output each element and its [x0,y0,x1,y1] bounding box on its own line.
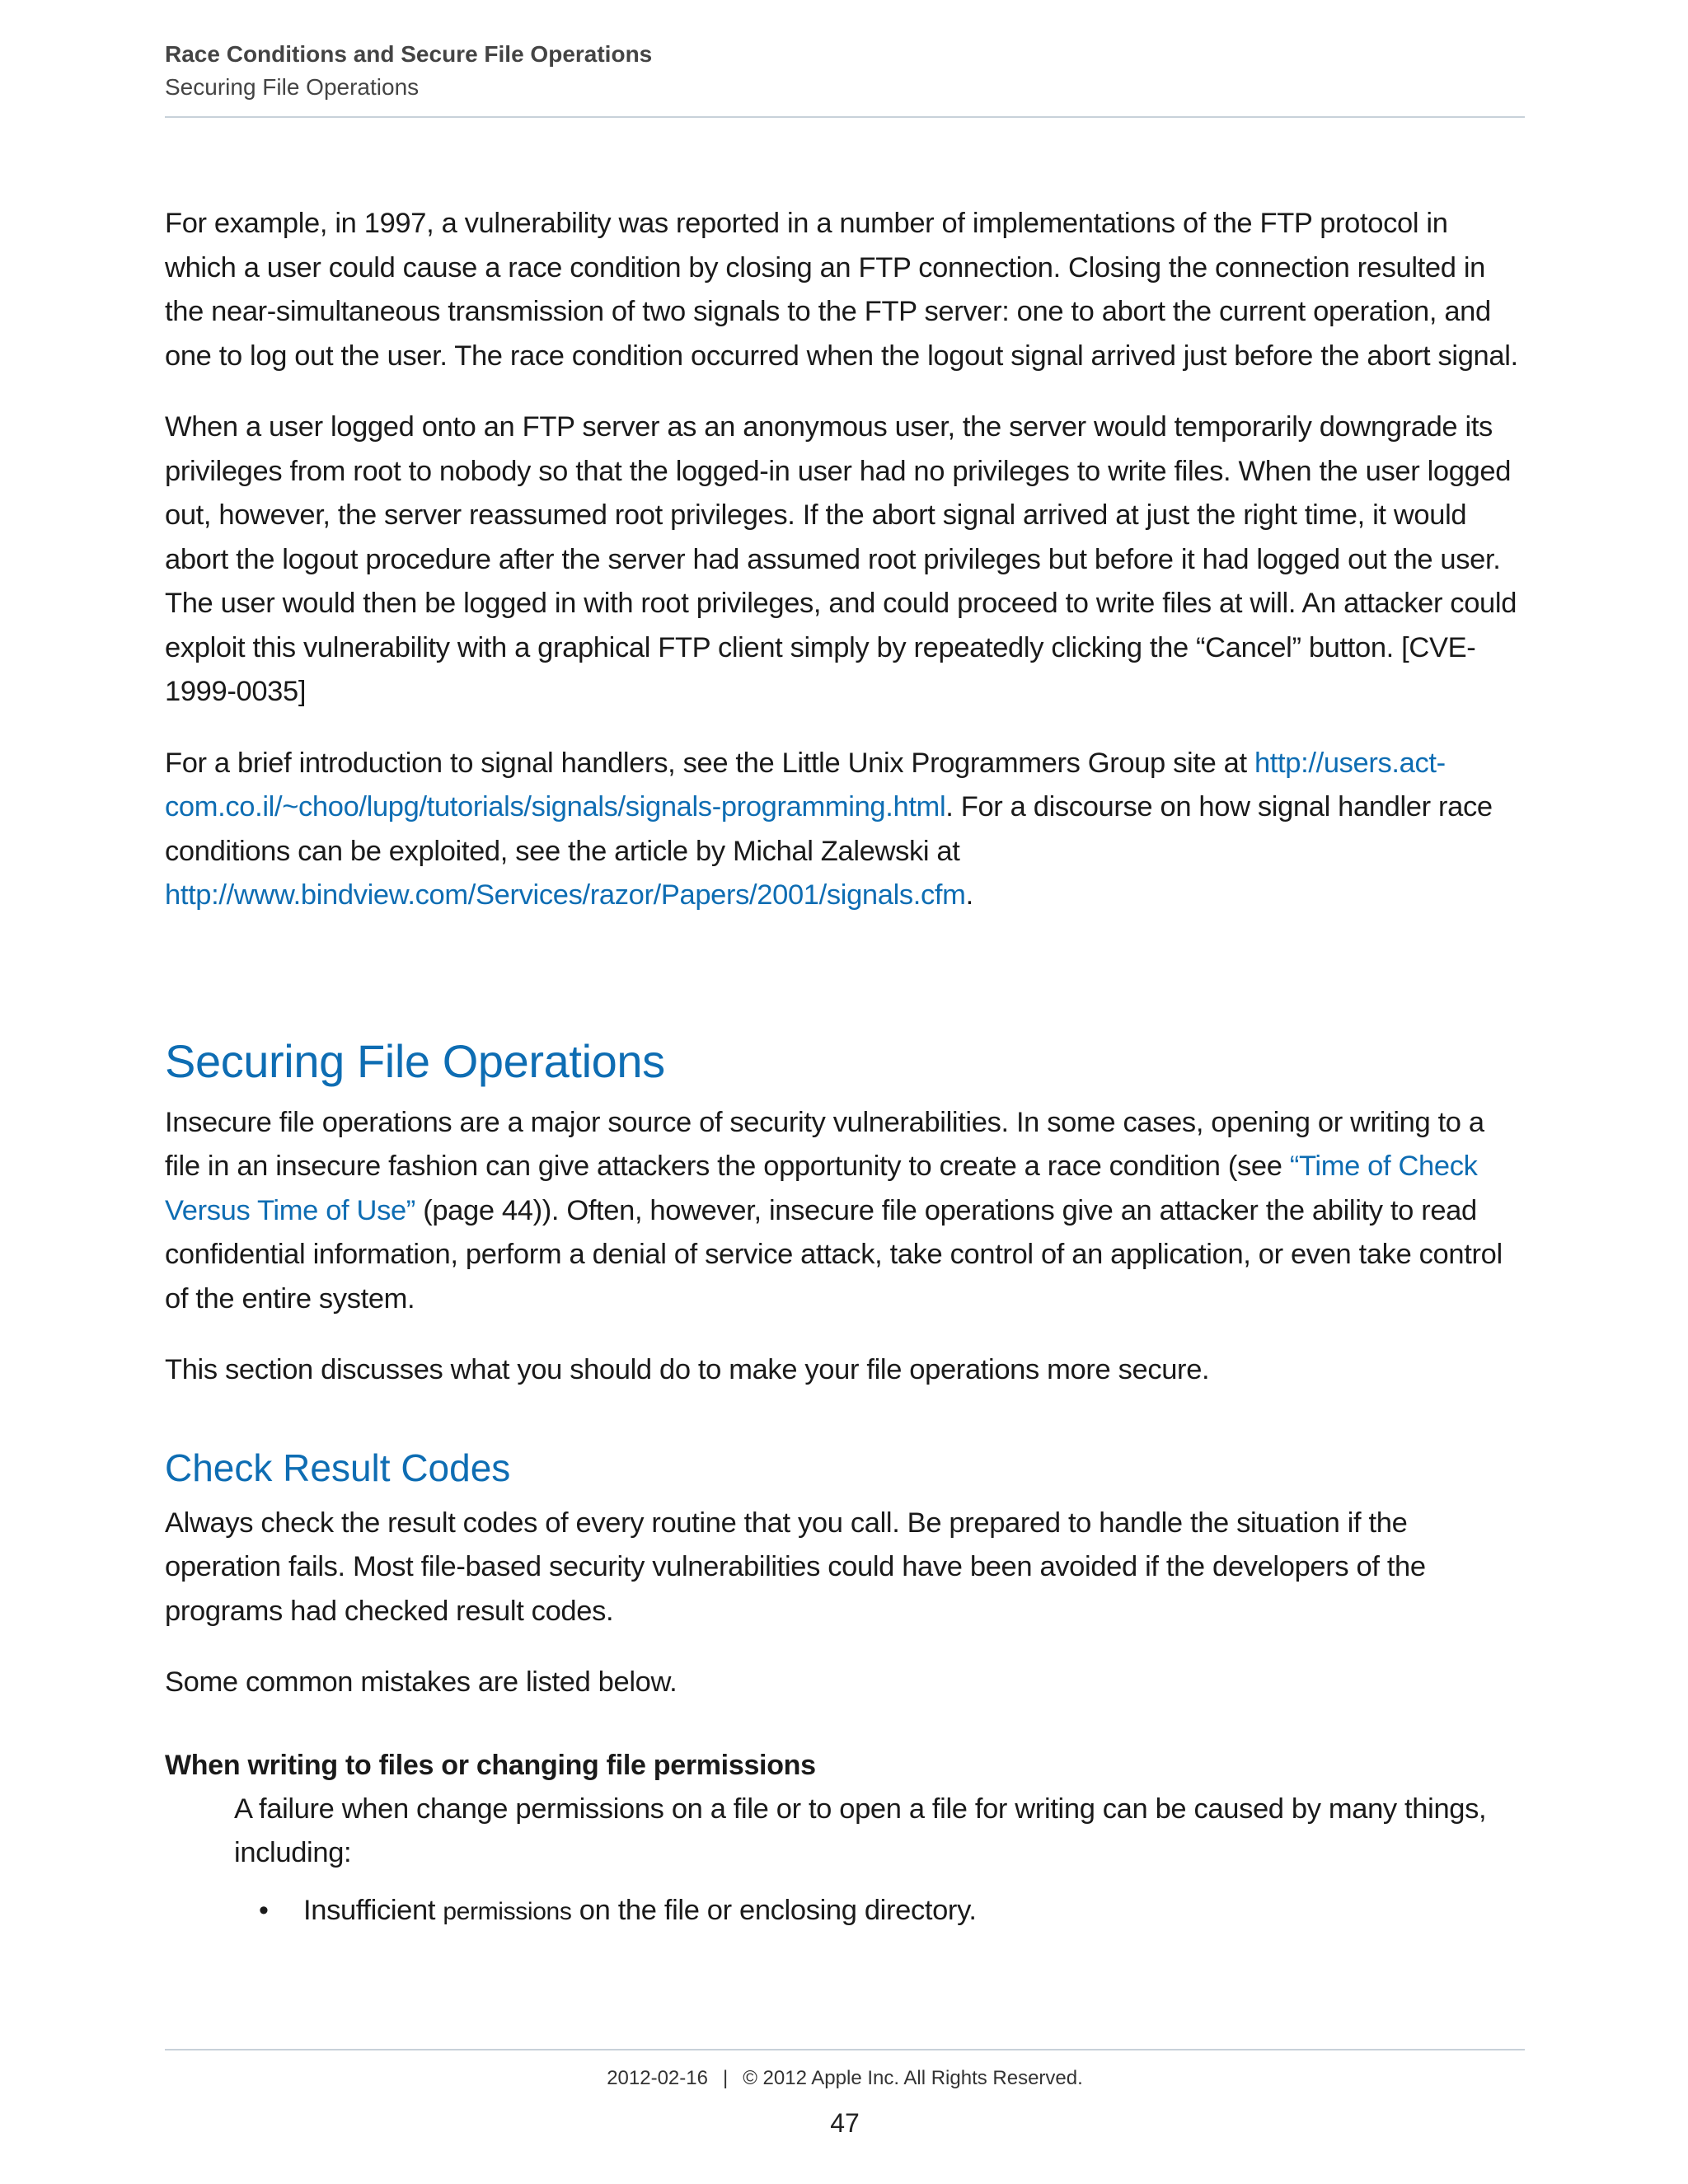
header-chapter-title: Race Conditions and Secure File Operations [165,41,653,67]
paragraph-text: Insecure file operations are a major source of security vulnerabilities. In some cases, opening or writing to a file in an insecure fashion can give attackers the opportunity to create a race condition (see [165,1106,1484,1182]
list-item-text-small: permissions [443,1897,572,1925]
section-heading: Securing File Operations [165,1034,665,1087]
paragraph-signal-handlers [165,742,1525,918]
paragraph-insecure-ops [165,1101,1525,1322]
link-bindview-signals[interactable]: http://www.bindview.com/Services/razor/Papers/2001/signals.cfm [165,879,966,911]
page-content [165,202,1525,1933]
definition-description: A failure when change permissions on a file or to open a file for writing can be caused by many things, including: [234,1793,1487,1868]
paragraph-check-codes: Always check the result codes of every routine that you call. Be prepared to handle the situation if the operation fails. Most file-based security vulnerabilities could have been avoided if the developers of the programs had checked result codes. [165,1507,1426,1627]
page-footer [165,2049,1525,2139]
paragraph-text: . For a discourse on how signal handler race conditions can be exploited, see the article by Michal Zalewski at [165,791,1493,867]
page-header [165,38,1525,118]
bullet-list [234,1889,1525,1934]
footer-date: 2012-02-16 [607,2067,708,2089]
footer-separator: | [722,2067,729,2089]
paragraph-text: (page 44)). Often, however, insecure file operations give an attacker the ability to read confidential information, perform a denial of service attack, take control of an application, or even take control of the entire system. [165,1194,1503,1315]
list-item [234,1889,1525,1934]
bullet-marker: • [259,1894,269,1926]
footer-copyright-line [165,2065,1525,2092]
xref-time-of-check[interactable]: “Time of Check Versus Time of Use” [165,1151,1478,1226]
paragraph-common-mistakes: Some common mistakes are listed below. [165,1666,678,1698]
page-number: 47 [830,2108,860,2138]
footer-copyright: © 2012 Apple Inc. All Rights Reserved. [743,2067,1083,2089]
paragraph-section-intro: This section discusses what you should do to make your file operations more secure. [165,1354,1210,1385]
list-item-text: Insufficient [303,1894,443,1926]
paragraph-ftp-anonymous: When a user logged onto an FTP server as an anonymous user, the server would temporarily downgrade its privileges from root to nobody so that the logged-in user had no privileges to write files. When the user logged out, however, the server reassumed root privileges. If the abort signal arrived at just the right time, it would abort the logout procedure after the server had assumed root privileges but before it had logged out the user. The user would then be logged in with root privileges, and could proceed to write files at will. An attacker could exploit this vulnerability with a graphical FTP client simply by repeatedly clicking the “Cancel” button. [CVE-1999-0035] [165,411,1517,707]
list-item-text: on the file or enclosing directory. [571,1894,977,1926]
paragraph-text: For a brief introduction to signal handlers, see the Little Unix Programmers Group site at [165,747,1254,779]
definition-term: When writing to files or changing file permissions [165,1749,816,1781]
link-lupg-signals[interactable]: http://users.act-com.co.il/~choo/lupg/tutorials/signals/signals-programming.html [165,747,1446,823]
paragraph-text: . [965,879,973,911]
subsection-heading: Check Result Codes [165,1446,511,1489]
header-section-title: Securing File Operations [165,74,420,100]
paragraph-ftp-example: For example, in 1997, a vulnerability was reported in a number of implementations of the FTP protocol in which a user could cause a race condition by closing an FTP connection. Closing the connection resulted in the near-simultaneous transmission of two signals to the FTP server: one to abort the current operation, and one to log out the user. The race condition occurred when the logout signal arrived just before the abort signal. [165,208,1518,372]
